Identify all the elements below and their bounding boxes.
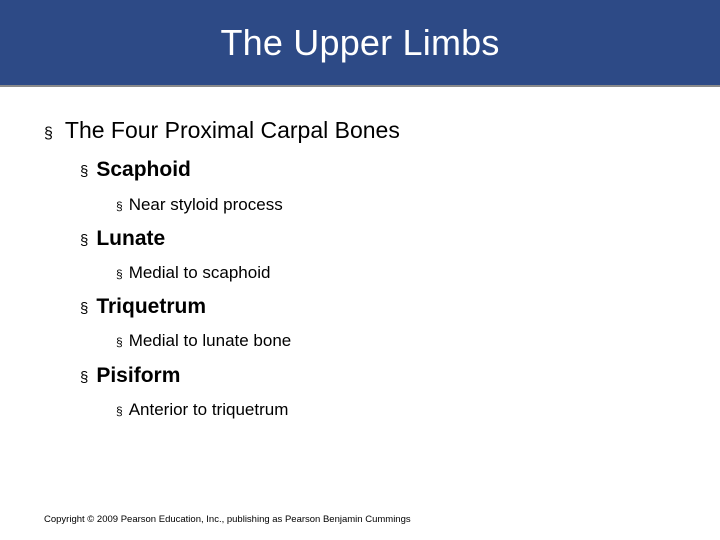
bullet-marker-icon: §: [116, 267, 123, 281]
bone-detail: Anterior to triquetrum: [128, 400, 289, 419]
bone-name: Triquetrum: [96, 295, 207, 318]
bone-detail-pisiform: [116, 400, 288, 420]
bone-name: Lunate: [96, 227, 166, 250]
bullet-marker-icon: §: [116, 199, 123, 213]
main-bullet: [44, 117, 400, 144]
copyright-footer: Copyright © 2009 Pearson Education, Inc., publishing as Pearson Benjamin Cummings: [44, 514, 411, 525]
bone-detail-triquetrum: [116, 331, 291, 351]
bone-item-scaphoid: [80, 158, 191, 182]
bone-detail: Medial to scaphoid: [128, 263, 271, 282]
bone-item-lunate: [80, 227, 165, 251]
bone-item-pisiform: [80, 364, 180, 388]
title-bar: [0, 0, 720, 87]
bullet-marker-icon: §: [80, 232, 89, 249]
bone-name: Scaphoid: [96, 158, 191, 181]
bone-detail: Medial to lunate bone: [128, 331, 292, 350]
bullet-marker-icon: §: [80, 300, 89, 317]
bullet-marker-icon: §: [116, 335, 123, 349]
bone-detail-scaphoid: [116, 195, 283, 215]
main-bullet-text: The Four Proximal Carpal Bones: [64, 117, 400, 143]
slide-title: The Upper Limbs: [220, 21, 500, 63]
bullet-marker-icon: §: [80, 369, 89, 386]
bone-item-triquetrum: [80, 295, 206, 319]
bullet-marker-icon: §: [44, 125, 53, 142]
bullet-marker-icon: §: [80, 163, 89, 180]
bullet-marker-icon: §: [116, 404, 123, 418]
bone-detail: Near styloid process: [128, 195, 283, 214]
bone-name: Pisiform: [96, 364, 181, 387]
bone-detail-lunate: [116, 263, 270, 283]
